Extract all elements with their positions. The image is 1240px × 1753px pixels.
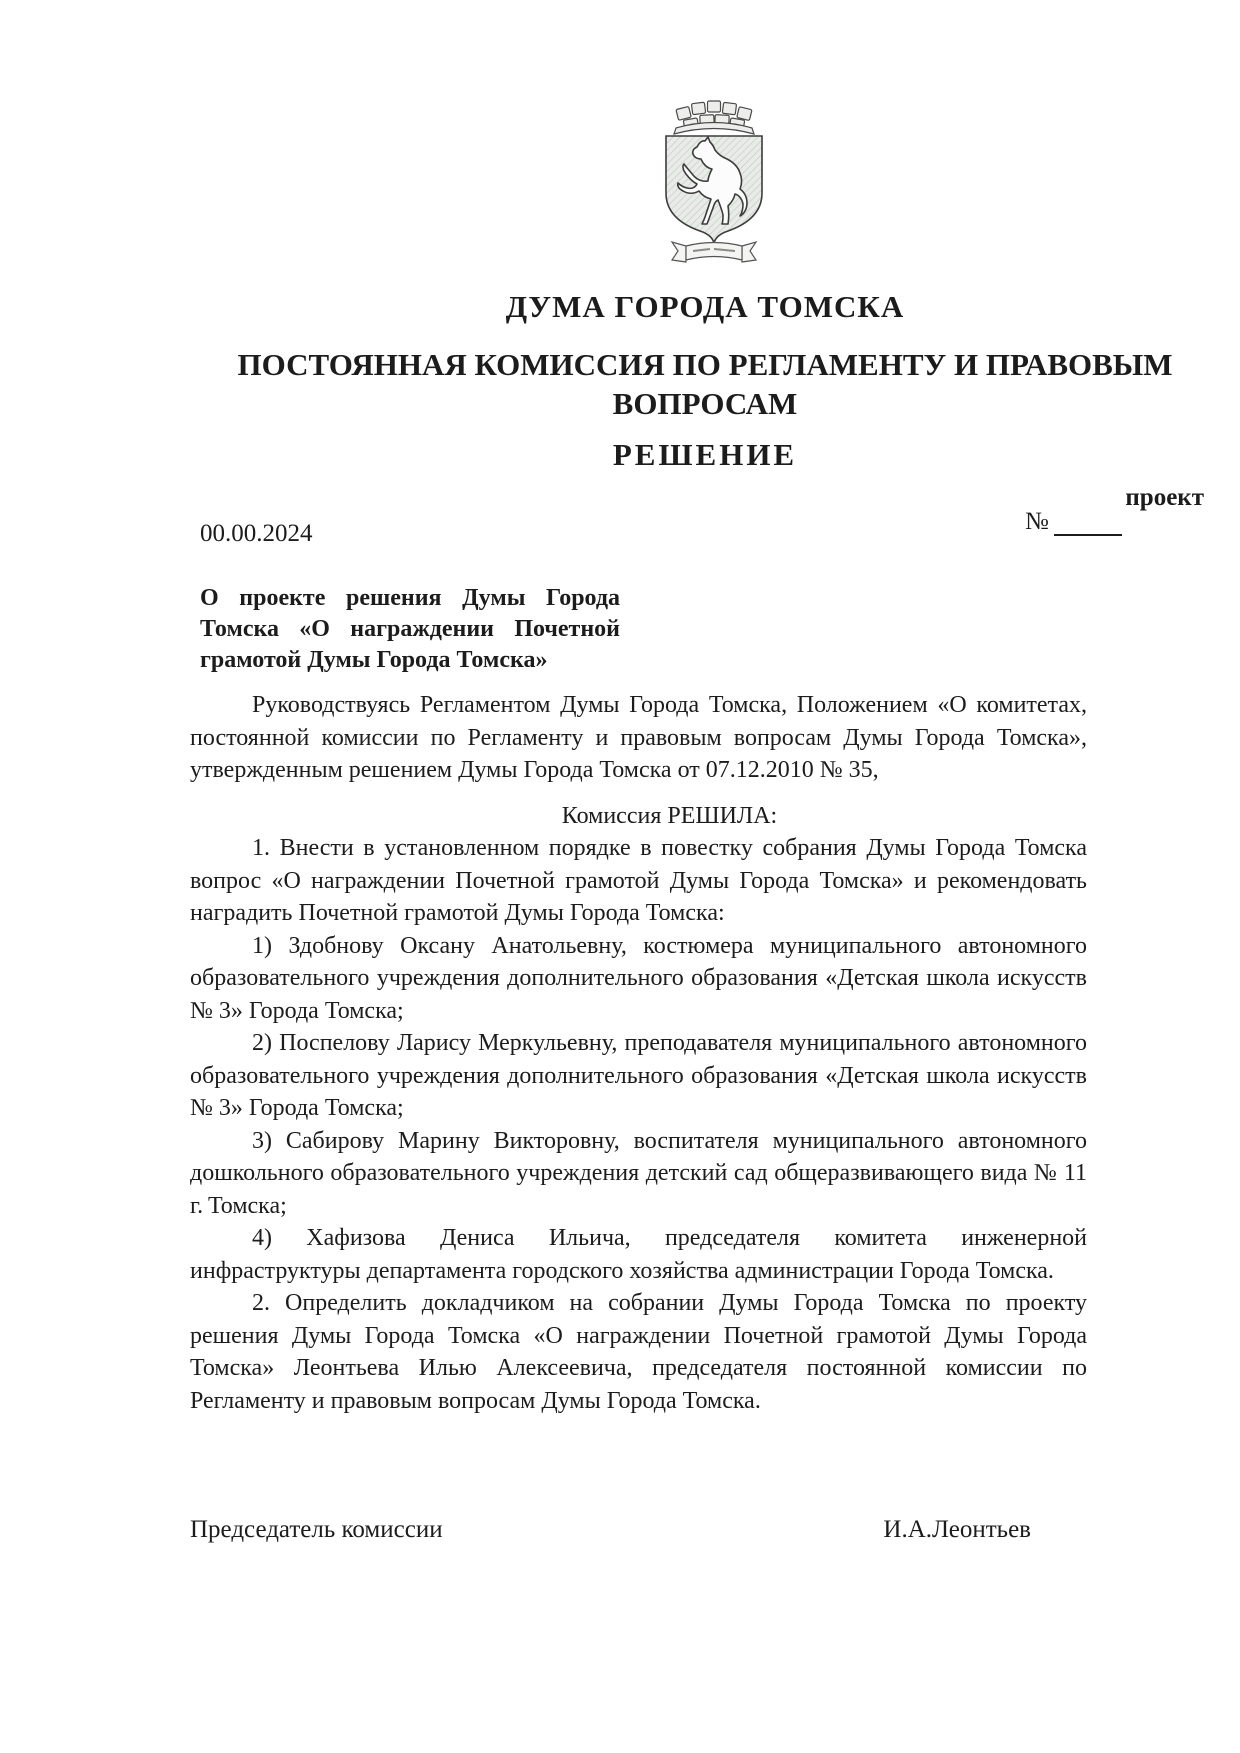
resolved-heading: Комиссия РЕШИЛА: <box>561 802 778 829</box>
body-paragraph: 4) Хафизова Дениса Ильича, председателя комитета инженерной инфраструктуры департамента городского хозяйства администрации Города Томска. <box>190 1225 1087 1284</box>
mural-crown-icon <box>674 101 754 134</box>
body-paragraph: 3) Сабирову Марину Викторовну, воспитателя муниципального автономного дошкольного образовательного учреждения детский сад общеразвивающего вида № 11 г. Томска; <box>190 1127 1087 1219</box>
commission-title <box>190 345 1220 423</box>
subject-block <box>200 583 620 676</box>
body-paragraph: 2) Поспелову Ларису Меркульевну, преподавателя муниципального автономного образовательного учреждения дополнительного образования «Детская школа искусств № 3» Города Томска; <box>190 1030 1087 1121</box>
number-blank-line <box>1054 508 1122 536</box>
document-body <box>190 689 1087 1417</box>
number-label: № <box>1025 508 1049 535</box>
org-title: ДУМА ГОРОДА ТОМСКА <box>505 289 905 324</box>
subject-line: О проекте решения Думы Города <box>200 585 620 611</box>
commission-title-line: ВОПРОСАМ <box>612 386 798 421</box>
signature-name: И.А.Леонтьев <box>883 1516 1031 1543</box>
motto-ribbon <box>672 242 756 262</box>
doc-date: 00.00.2024 <box>200 520 313 547</box>
draft-label: проект <box>1125 484 1204 511</box>
tomsk-coat-of-arms <box>650 96 778 274</box>
subject-line: Томска «О награждении Почетной <box>200 616 620 642</box>
signature-row <box>190 1516 1087 1544</box>
subject-line: грамотой Думы Города Томска» <box>200 647 548 673</box>
body-paragraph: 1) Здобнову Оксану Анатольевну, костюмера муниципального автономного образовательного учреждения дополнительного образования «Детская школа искусств № 3» Города Томска; <box>190 932 1087 1024</box>
body-paragraph: 1. Внести в установленном порядке в повестку собрания Думы Города Томска вопрос «О награждении Почетной грамотой Думы Города Томска» и рекомендовать наградить Почетной грамотой Думы Города Томска: <box>190 835 1087 926</box>
signature-position: Председатель комиссии <box>190 1516 443 1543</box>
commission-title-line: ПОСТОЯННАЯ КОМИССИЯ ПО РЕГЛАМЕНТУ И ПРАВОВЫМ <box>237 347 1173 382</box>
preamble-paragraph: Руководствуясь Регламентом Думы Города Томска, Положением «О комитетах, постоянной комиссии по Регламенту и правовым вопросам Думы Города Томска», утвержденным решением Думы Города Томска от 07.12.2010 № 35, <box>190 692 1087 783</box>
body-paragraph: 2. Определить докладчиком на собрании Думы Города Томска по проекту решения Думы Города Томска «О награждении Почетной грамотой Думы Города Томска» Леонтьева Илью Алексеевича, председателя постоянной комиссии по Регламенту и правовым вопросам Думы Города Томска. <box>190 1290 1087 1414</box>
doc-type-title: РЕШЕНИЕ <box>612 437 798 472</box>
